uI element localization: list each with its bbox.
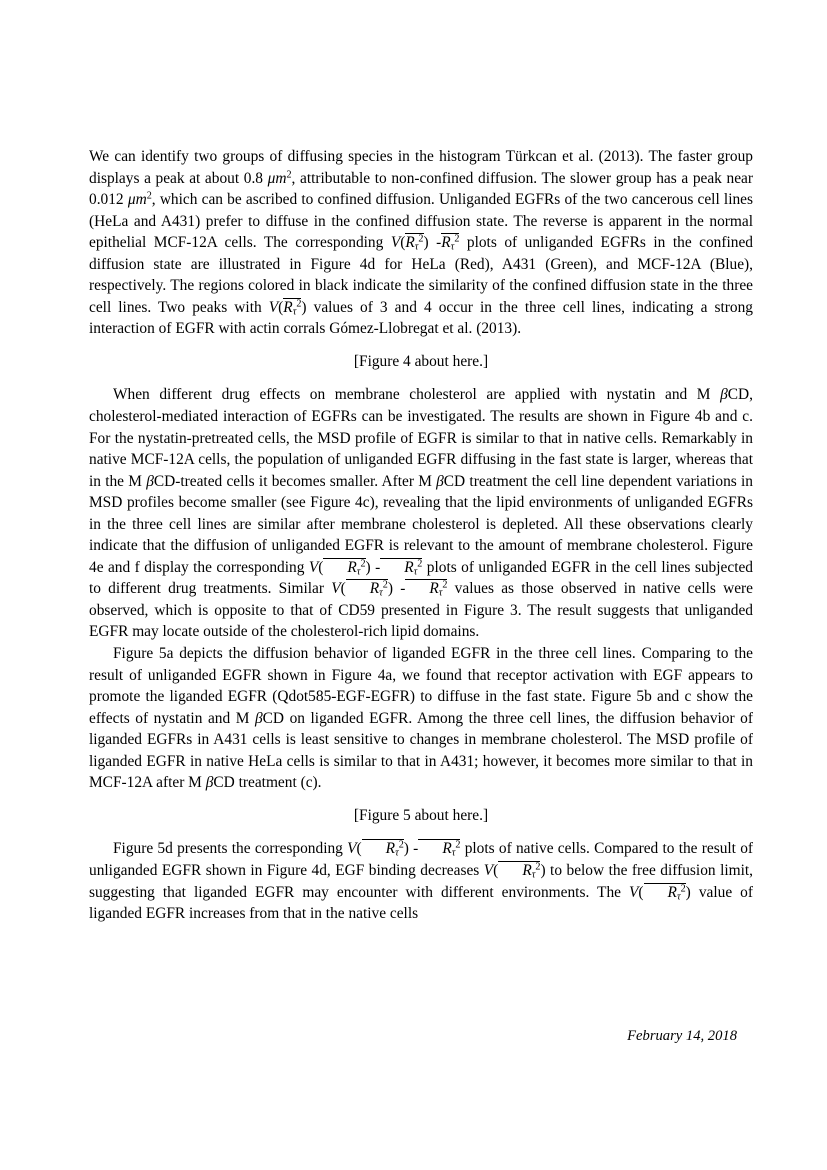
figure-5-placeholder: [Figure 5 about here.] <box>353 806 489 824</box>
figure-4-placeholder: [Figure 4 about here.] <box>353 352 489 370</box>
paragraph-3: Figure 5a depicts the diffusion behavior of liganded EGFR in the three cell lines. Comparing to the result of unliganded EGFR shown in Figure 4a, we found that receptor activation with EGF appears to promote the liganded EGFR (Qdot585-EGF-EGFR) to diffuse in the fast state. Figure 5b and c show the effects of nystatin and M βCD on liganded EGFR. Among the three cell lines, the diffusion behavior of liganded EGFRs in A431 cells is least sensitive to changes in membrane cholesterol. The MSD profile of liganded EGFR in native HeLa cells is similar to that in A431; however, it becomes more similar to that in MCF-12A after M βCD treatment (c). <box>89 645 754 792</box>
date-stamp: February 14, 2018 <box>627 1028 737 1044</box>
paragraph-2: When different drug effects on membrane cholesterol are applied with nystatin and M βCD, cholesterol-mediated interaction of EGFRs can be investigated. The results are shown in Figure 4b and c. For the nystatin-pretreated cells, the MSD profile of EGFR is similar to that in native cells. Remarkably in native MCF-12A cells, the population of unliganded EGFR diffusing in the fast state is larger, whereas that in the M βCD-treated cells it becomes smaller. After M βCD treatment the cell line dependent variations in MSD profiles become smaller (see Figure 4c), revealing that the lipid environments of unliganded EGFRs in the three cell lines are similar after membrane cholesterol is depleted. All these observations clearly indicate that the diffusion of unliganded EGFR is relevant to the amount of membrane cholesterol. Figure 4e and f display the corresponding V( $R_\tau^2) - R_\tau^2$ plots of unliganded EGFR in the cell lines subjected to different drug treatments. Similar V( $R_\tau^2) - R_\tau^2$ values as those observed in native cells were observed, which is opposite to that of CD59 presented in Figure 3. The result suggests that unliganded EGFR may locate outside of the cholesterol-rich lipid domains. <box>89 386 753 641</box>
page-body <box>89 146 753 925</box>
paragraph-4: Figure 5d presents the corresponding V( $R_\tau^2) - R_\tau^2$ plots of native cells. Compared to the result of unliganded EGFR shown in Figure 4d, EGF binding decreases V( $R_\tau^2$) to below the free diffusion limit, suggesting that liganded EGFR may encounter with different environments. The V( $R_\tau^2$) value of liganded EGFR increases from that in the native cells <box>89 839 754 923</box>
paragraph-1: We can identify two groups of diffusing species in the histogram Türkcan et al. (2013). The faster group displays a peak at about 0.8 $\mu m^2$, attributable to non-confined diffusion. The slower group has a peak near 0.012 $\mu m^2$, which can be ascribed to confined diffusion. Unliganded EGFRs of the two cancerous cell lines (HeLa and A431) prefer to diffuse in the confined diffusion state. The reverse is apparent in the normal epithelial MCF-12A cells. The corresponding $V(R_\tau^2)$ $-R_\tau^2$ plots of unliganded EGFRs in the confined diffusion state are illustrated in Figure 4d for HeLa (Red), A431 (Green), and MCF-12A (Blue), respectively. The regions colored in black indicate the similarity of the confined diffusion state in the three cell lines. Two peaks with $V(R_\tau^2)$ values of 3 and 4 occur in the three cell lines, indicating a strong interaction of EGFR with actin corrals Gómez-Llobregat et al. (2013). <box>89 148 753 338</box>
